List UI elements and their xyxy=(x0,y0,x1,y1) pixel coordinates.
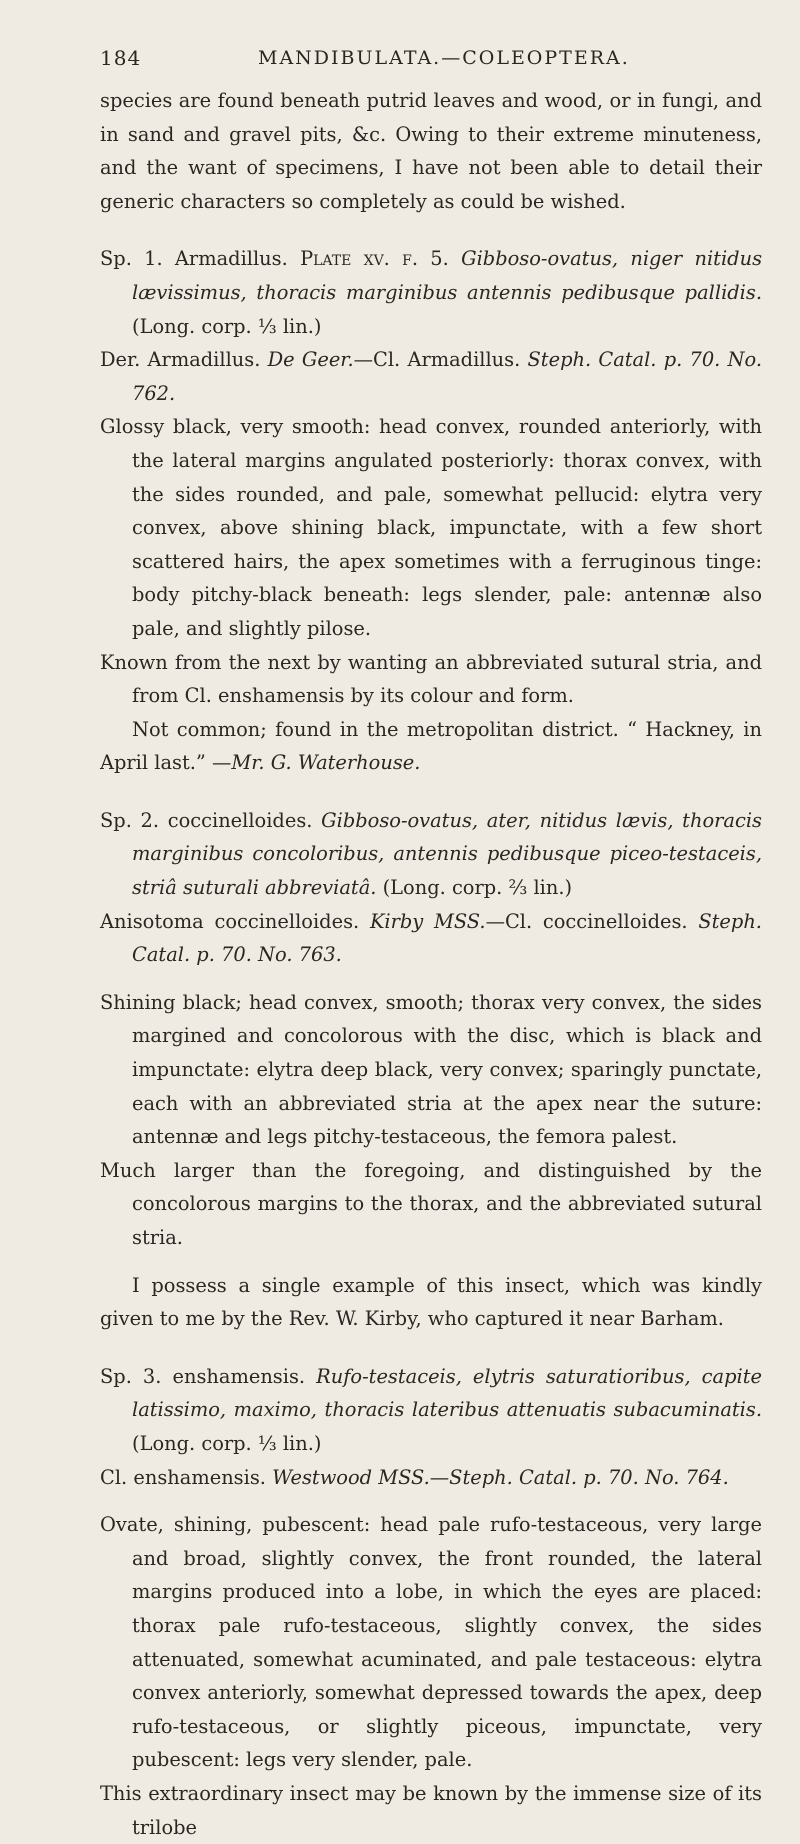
catalogue-reference: Steph. Catal. p. 70. No. 763. xyxy=(132,909,762,967)
species-3-name: Sp. 3. enshamensis. xyxy=(100,1364,306,1388)
species-3-synonymy xyxy=(100,1461,762,1495)
synonym-name: Anisotoma coccinelloides. xyxy=(100,909,360,933)
synonym-author: De Geer. xyxy=(267,348,354,372)
species-1-heading xyxy=(100,242,762,343)
synonym-name: —Cl. Armadillus. xyxy=(353,348,521,372)
species-2-note: Much larger than the foregoing, and distinguished by the concolorous margins to the thorax, and the abbreviated sutural stria. xyxy=(100,1158,762,1249)
species-2-description: Shining black; head convex, smooth; thorax very convex, the sides margined and concolorous with the disc, which is black and impunctate: elytra deep black, very convex; sparingly punctate, each with an abbreviated stria at the apex near the suture: antennæ and legs pitchy-testaceous, the femora palest. xyxy=(100,990,762,1149)
synonym-author: Kirby MSS. xyxy=(369,909,486,933)
species-3-note: This extraordinary insect may be known by the immense size of its trilobe xyxy=(100,1781,762,1839)
species-1-name: Sp. 1. Armadillus. xyxy=(100,247,288,271)
locality-text: Not common; found in the metropolitan district. “ Hackney, in April last.” — xyxy=(100,717,762,775)
running-head: MANDIBULATA.—COLEOPTERA. xyxy=(258,47,630,69)
species-1-plate: Plate xv. f. 5. xyxy=(300,247,449,271)
synonym-name: — xyxy=(429,1465,450,1489)
species-2-heading xyxy=(100,804,762,905)
catalogue-reference: Steph. Catal. p. 70. No. 764. xyxy=(449,1465,729,1489)
species-2-locality: I possess a single example of this insect, which was kindly given to me by the Rev. W. Kirby, who captured it near Barham. xyxy=(100,1273,762,1331)
page-number: 184 xyxy=(100,46,142,70)
synonym-name: Der. Armadillus. xyxy=(100,348,261,372)
synonym-author: Westwood MSS. xyxy=(272,1465,430,1489)
species-2-diagnosis: Gibboso-ovatus, ater, nitidus lævis, thoracis marginibus concoloribus, antennis pedibusque piceo-testaceis, striâ suturali abbreviatâ. xyxy=(132,808,762,900)
page-header xyxy=(100,46,760,80)
species-2-size: (Long. corp. ⅔ lin.) xyxy=(382,876,573,900)
synonym-name: —Cl. coccinelloides. xyxy=(485,909,688,933)
species-1-size: (Long. corp. ⅓ lin.) xyxy=(132,314,322,338)
species-1-description: Glossy black, very smooth: head convex, rounded anteriorly, with the lateral margins angulated posteriorly: thorax convex, with the sides rounded, and pale, somewhat pellucid: elytra very convex, above shining black, impunctate, with a few short scattered hairs, the apex sometimes with a ferruginous tinge: body pitchy-black beneath: legs slender, pale: antennæ also pale, and slightly pilose. xyxy=(100,415,762,640)
synonym-name: Cl. enshamensis. xyxy=(100,1465,266,1489)
species-2-name: Sp. 2. coccinelloides. xyxy=(100,808,313,832)
species-2-synonymy xyxy=(100,905,762,972)
collector-name: Mr. G. Waterhouse. xyxy=(231,751,421,775)
species-1-synonymy xyxy=(100,343,762,410)
catalogue-reference: Steph. Catal. p. 70. No. 762. xyxy=(132,348,763,405)
species-1-diagnosis: Gibboso-ovatus, niger nitidus lævissimus, thoracis marginibus antennis pedibusque pallidis. xyxy=(132,247,763,304)
species-1-note: Known from the next by wanting an abbreviated sutural stria, and from Cl. enshamensis by its colour and form. xyxy=(100,650,762,708)
page-body xyxy=(100,84,762,1844)
species-3-description: Ovate, shining, pubescent: head pale rufo-testaceous, very large and broad, slightly convex, the front rounded, the lateral margins produced into a lobe, in which the eyes are placed: thorax pale rufo-testaceous, slightly convex, the sides attenuated, somewhat acuminated, and pale testaceous: elytra convex anteriorly, somewhat depressed towards the apex, deep rufo-testaceous, or slightly piceous, impunctate, very pubescent: legs very slender, pale. xyxy=(100,1513,762,1772)
species-3-heading xyxy=(100,1360,762,1461)
species-1-locality xyxy=(100,713,762,780)
intro-paragraph: species are found beneath putrid leaves and wood, or in fungi, and in sand and gravel pits, &c. Owing to their extreme minuteness, and the want of specimens, I have not been able to detail their generic characters so completely as could be wished. xyxy=(100,89,762,213)
species-3-size: (Long. corp. ⅓ lin.) xyxy=(132,1431,322,1455)
species-3-diagnosis: Rufo-testaceis, elytris saturatioribus, capite latissimo, maximo, thoracis lateribus attenuatis subacuminatis. xyxy=(132,1364,762,1422)
